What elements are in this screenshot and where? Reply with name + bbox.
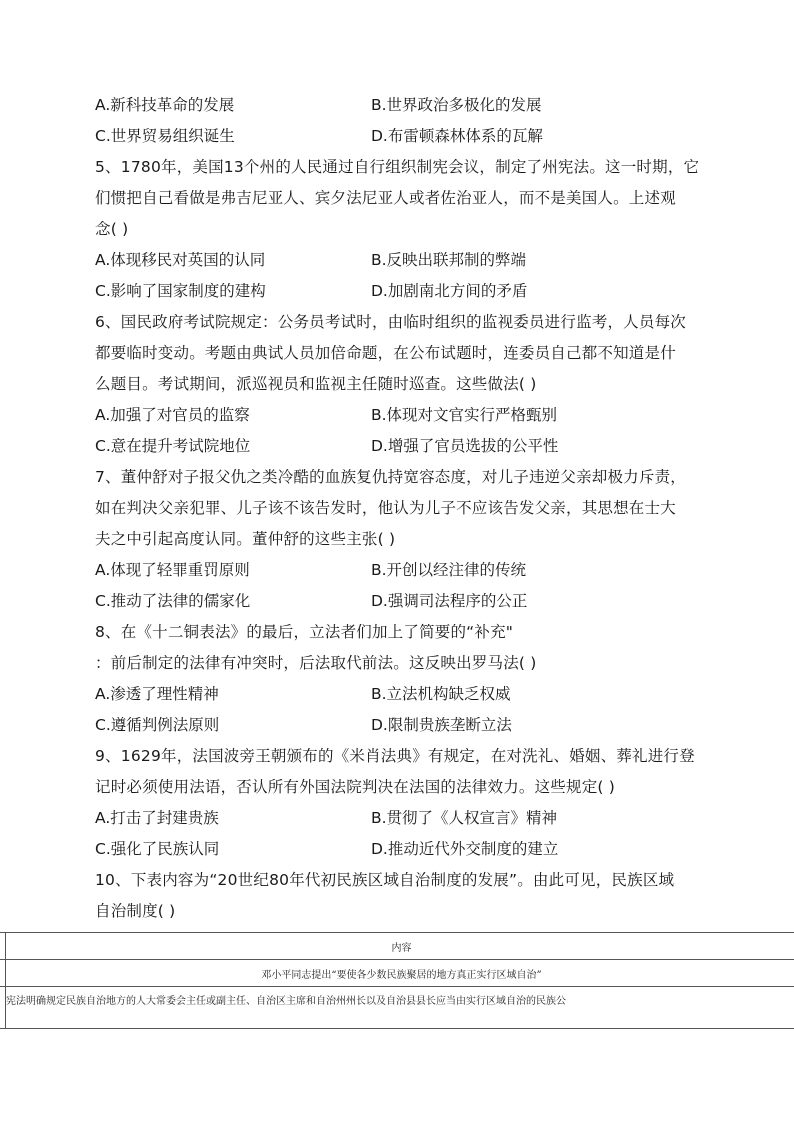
q5-stem — [95, 152, 699, 245]
q4-option-d[interactable]: D.布雷顿森林体系的瓦解 — [371, 127, 543, 145]
q5-line-2: 们惯把自己看做是弗吉尼亚人、宾夕法尼亚人或者佐治亚人，而不是美国人。上述观 — [95, 189, 676, 207]
q9-option-d[interactable]: D.推动近代外交制度的建立 — [371, 840, 559, 858]
q4-options-row-2 — [95, 121, 699, 152]
q4-options-row-1 — [95, 90, 699, 121]
q4-option-c[interactable]: C.世界贸易组织诞生 — [95, 127, 235, 145]
q7-option-c[interactable]: C.推动了法律的儒家化 — [95, 592, 251, 610]
table-header-content: 内容 — [6, 933, 794, 960]
q4-option-b[interactable]: B.世界政治多极化的发展 — [371, 96, 542, 114]
q7-option-a[interactable]: A.体现了轻罪重罚原则 — [95, 561, 250, 579]
table-row — [0, 987, 794, 1029]
q7-options-row-1 — [95, 555, 699, 586]
q7-line-3: 夫之中引起高度认同。董仲舒的这些主张( ) — [95, 530, 396, 548]
q6-option-b[interactable]: B.体现对文官实行严格甄别 — [371, 406, 558, 424]
q8-option-d[interactable]: D.限制贵族垄断立法 — [371, 716, 512, 734]
q6-options-row-1 — [95, 400, 699, 431]
q10-line-2: 自治制度( ) — [95, 902, 176, 920]
q10-line-1: 10、下表内容为“20世纪80年代初民族区域自治制度的发展”。由此可见，民族区域 — [95, 871, 675, 889]
q7-options-row-2 — [95, 586, 699, 617]
q9-line-1: 9、1629年，法国波旁王朝颁布的《米肖法典》有规定，在对洗礼、婚姻、葬礼进行登 — [95, 747, 695, 765]
q5-options-row-1 — [95, 245, 699, 276]
q8-options-row-2 — [95, 710, 699, 741]
q9-stem — [95, 741, 699, 803]
table-row — [0, 960, 794, 987]
q9-line-2: 记时必须使用法语，否认所有外国法院判决在法国的法律效力。这些规定( ) — [95, 778, 616, 796]
q8-line-2: ：前后制定的法律有冲突时，后法取代前法。这反映出罗马法( ) — [95, 654, 537, 672]
q6-option-a[interactable]: A.加强了对官员的监察 — [95, 406, 250, 424]
q8-line-1: 8、在《十二铜表法》的最后，立法者们加上了简要的“补充" — [95, 623, 514, 641]
q8-stem — [95, 617, 699, 679]
table-row-1-content: 邓小平同志提出“要使各少数民族聚居的地方真正实行区域自治” — [6, 960, 794, 987]
q5-option-a[interactable]: A.体现移民对英国的认同 — [95, 251, 266, 269]
q8-options-row-1 — [95, 679, 699, 710]
q9-option-c[interactable]: C.强化了民族认同 — [95, 840, 220, 858]
q8-option-c[interactable]: C.遵循判例法原则 — [95, 716, 220, 734]
q10-stem — [95, 865, 699, 927]
q5-line-3: 念( ) — [95, 220, 129, 238]
q6-line-1: 6、国民政府考试院规定：公务员考试时，由临时组织的监视委员进行监考，人员每次 — [95, 313, 686, 331]
q5-option-b[interactable]: B.反映出联邦制的弊端 — [371, 251, 527, 269]
questions-area — [95, 90, 699, 927]
q6-line-2: 都要临时变动。考题由典试人员加倍命题，在公布试题时，连委员自己都不知道是什 — [95, 344, 676, 362]
q7-line-2: 如在判决父亲犯罪、儿子该不该告发时，他认为儿子不应该告发父亲，其思想在士大 — [95, 499, 676, 517]
q6-options-row-2 — [95, 431, 699, 462]
q9-options-row-2 — [95, 834, 699, 865]
development-table — [0, 932, 794, 1029]
q8-option-a[interactable]: A.渗透了理性精神 — [95, 685, 219, 703]
q6-stem — [95, 307, 699, 400]
q8-option-b[interactable]: B.立法机构缺乏权威 — [371, 685, 511, 703]
q7-option-b[interactable]: B.开创以经注律的传统 — [371, 561, 527, 579]
q5-option-d[interactable]: D.加剧南北方间的矛盾 — [371, 282, 528, 300]
q9-options-row-1 — [95, 803, 699, 834]
q6-option-d[interactable]: D.增强了官员选拔的公平性 — [371, 437, 559, 455]
q7-line-1: 7、董仲舒对子报父仇之类冷酷的血族复仇持宽容态度，对儿子违逆父亲却极力斥责， — [95, 468, 686, 486]
q5-options-row-2 — [95, 276, 699, 307]
q6-option-c[interactable]: C.意在提升考试院地位 — [95, 437, 251, 455]
q7-option-d[interactable]: D.强调司法程序的公正 — [371, 592, 528, 610]
table-header-row — [0, 933, 794, 960]
q5-line-1: 5、1780年，美国13个州的人民通过自行组织制宪会议，制定了州宪法。这一时期，它 — [95, 158, 700, 176]
q4-option-a[interactable]: A.新科技革命的发展 — [95, 96, 235, 114]
table-row-2-content: 宪法明确规定民族自治地方的人大常委会主任或副主任、自治区主席和自治州州长以及自治县县长应当由实行区域自治的民族公 — [6, 987, 794, 1029]
q9-option-a[interactable]: A.打击了封建贵族 — [95, 809, 219, 827]
q5-option-c[interactable]: C.影响了国家制度的建构 — [95, 282, 266, 300]
q7-stem — [95, 462, 699, 555]
q9-option-b[interactable]: B.贯彻了《人权宣言》精神 — [371, 809, 558, 827]
q6-line-3: 么题目。考试期间，派巡视员和监视主任随时巡查。这些做法( ) — [95, 375, 537, 393]
